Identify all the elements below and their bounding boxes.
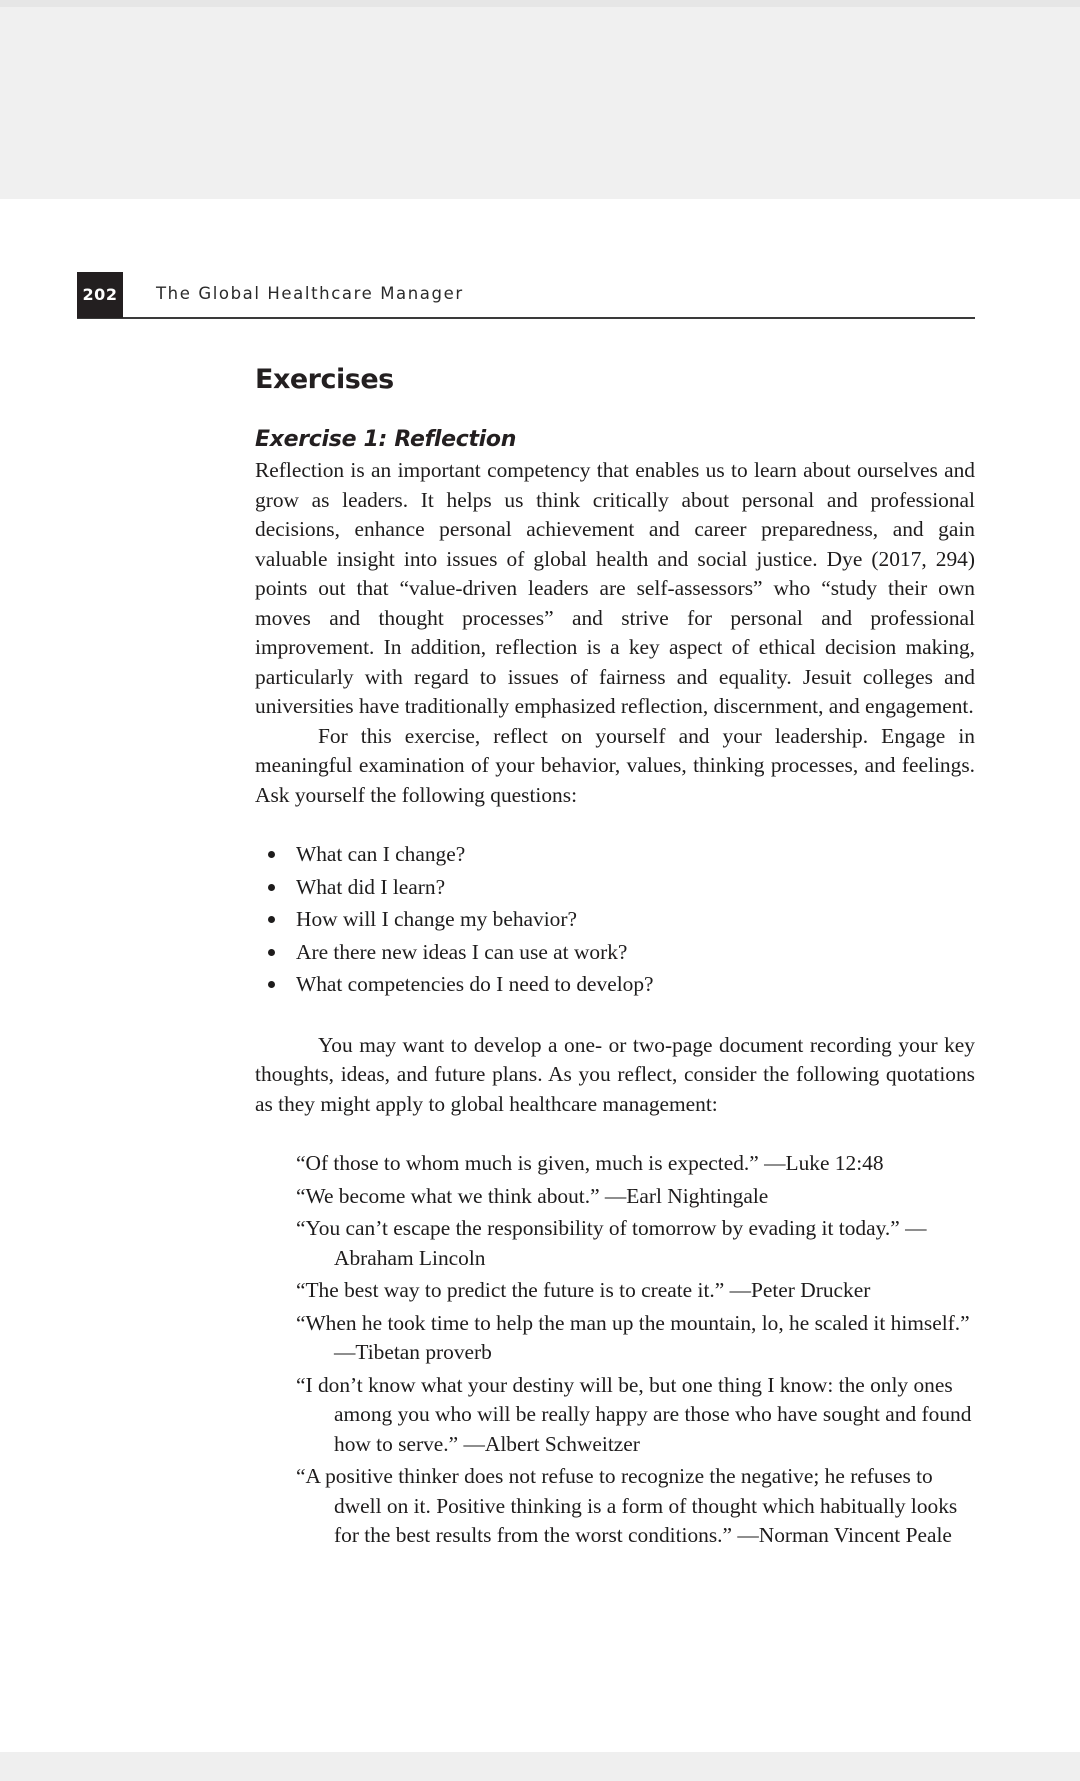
bullet-icon (268, 851, 275, 858)
instruction-paragraph: For this exercise, reflect on yourself and your leadership. Engage in meaningful examination of your behavior, values, thinking processes, and feelings. Ask yourself the following questions: (255, 723, 975, 807)
quotation-item: “The best way to predict the future is to create it.” —Peter Drucker (296, 1278, 871, 1303)
question-item: What did I learn? (255, 871, 975, 904)
bullet-icon (268, 949, 275, 956)
closing-paragraph: You may want to develop a one- or two-page document recording your key thoughts, ideas, and future plans. As you reflect, consider the following quotations as they might apply to global healthcare management: (255, 1032, 975, 1116)
running-header (77, 272, 975, 319)
bullet-icon (268, 884, 275, 891)
viewer-bottom-margin (0, 1752, 1080, 1781)
bullet-icon (268, 916, 275, 923)
quotation-list (296, 1149, 975, 1551)
quotation-item: “We become what we think about.” —Earl Nightingale (296, 1183, 769, 1208)
viewer-top-margin (0, 0, 1080, 199)
question-item: What can I change? (255, 838, 975, 871)
quotation-item: “You can’t escape the responsibility of tomorrow by evading it today.” —Abraham Lincoln (296, 1216, 927, 1270)
question-item: Are there new ideas I can use at work? (255, 936, 975, 969)
intro-paragraph: Reflection is an important competency that enables us to learn about ourselves and grow as leaders. It helps us think critically about personal and professional decisions, enhance personal achievement and career preparedness, and gain valuable insight into issues of global health and social justice. Dye (2017, 294) points out that “value-driven leaders are self-assessors” who “study their own moves and thought processes” and strive for personal and professional improvement. In addition, reflection is a key aspect of ethical decision making, particularly with regard to issues of fairness and equality. Jesuit colleges and universities have traditionally emphasized reflection, discernment, and engagement. (255, 458, 975, 718)
viewer-top-strip (0, 0, 1080, 7)
quotation-item: “I don’t know what your destiny will be, but one thing I know: the only ones among you who will be really happy are those who have sought and found how to serve.” —Albert Schweitzer (296, 1372, 972, 1456)
page-content (255, 360, 975, 1554)
page-number-badge: 202 (77, 272, 123, 318)
book-title: The Global Healthcare Manager (156, 284, 464, 303)
quotation-item: “When he took time to help the man up the mountain, lo, he scaled it himself.” —Tibetan proverb (296, 1310, 970, 1365)
question-list (255, 838, 975, 1001)
quotation-item: “Of those to whom much is given, much is expected.” —Luke 12:48 (296, 1151, 884, 1176)
quotation-item: “A positive thinker does not refuse to recognize the negative; he refuses to dwell on it. Positive thinking is a form of thought which habitually looks for the best results from the worst conditions.” —Norman Vincent Peale (296, 1464, 958, 1548)
section-heading: Exercises (255, 364, 394, 395)
question-item: How will I change my behavior? (255, 903, 975, 936)
question-item: What competencies do I need to develop? (255, 968, 975, 1001)
bullet-icon (268, 981, 275, 988)
exercise-heading: Exercise 1: Reflection (255, 427, 517, 452)
